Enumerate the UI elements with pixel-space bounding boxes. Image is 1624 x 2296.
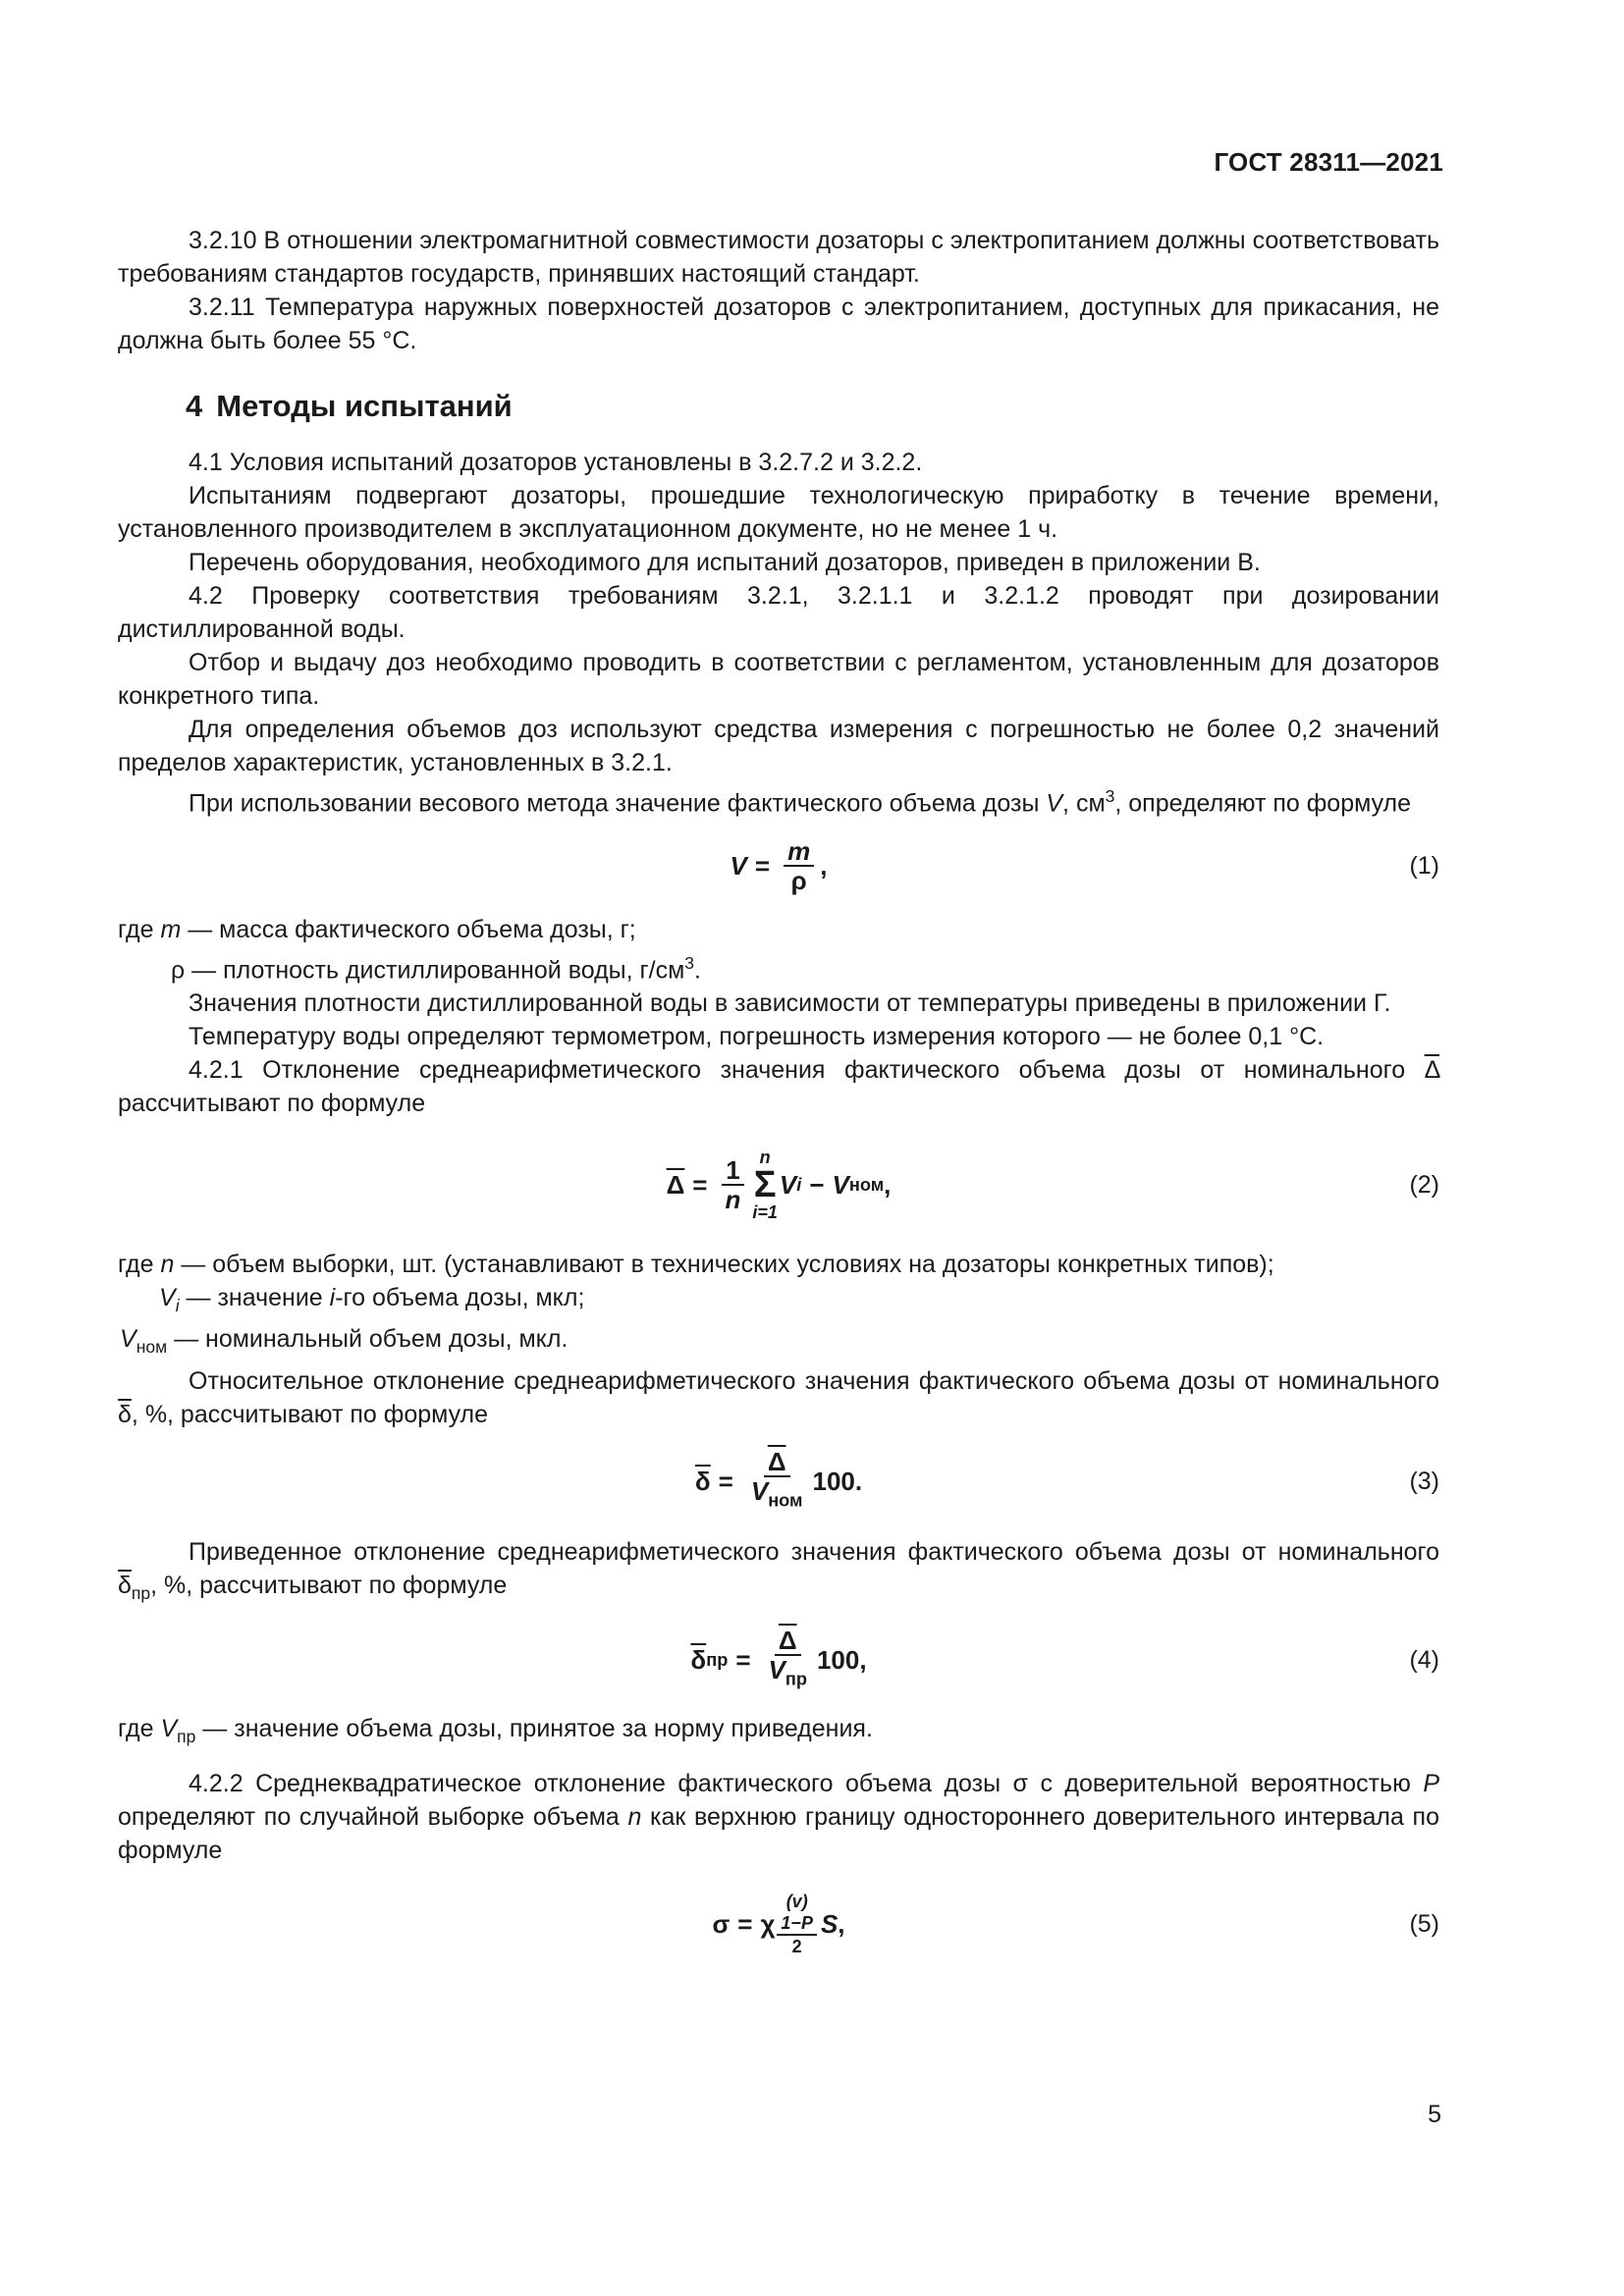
where-block-2 [118,1248,1439,1363]
text-run: определяют по случайной выборке объема [118,1802,628,1831]
text-run: Приведенное отклонение среднеарифметического значения фактического объема дозы от номинального [189,1537,1439,1566]
text-run: , определяют по формуле [1114,789,1412,818]
subscript: ном [135,1337,168,1358]
text-run: где [118,915,161,943]
formula-5-number: (5) [1409,1909,1439,1938]
symbol-v: V [159,1284,176,1312]
formula-3-factor: 100. [812,1466,863,1496]
text-run: — номинальный объем дозы, мкл. [167,1325,568,1354]
subscript: пр [177,1726,196,1746]
formula-1-numerator: m [784,837,814,867]
formula-2-lhs: $\overline{\Delta}$ [666,1170,685,1201]
text-run: как верхнюю границу одностороннего доверительного интервала по формуле [118,1802,1439,1864]
symbol-n: n [627,1802,642,1831]
formula-3-fraction [747,1448,807,1514]
formula-1 [118,830,1439,901]
formula-4-equals: = [735,1644,751,1675]
formula-2 [118,1134,1439,1236]
formula-4-number: (4) [1409,1645,1439,1674]
subscript: i [175,1296,180,1316]
formula-3-lhs: $\overline{\delta}$ [694,1466,711,1496]
symbol-p: P [1423,1769,1439,1797]
formula-5-lhs: σ [712,1908,731,1939]
formula-3-denominator [747,1477,807,1514]
formula-3-expression [118,1441,1439,1522]
symbol-i: i [329,1284,336,1312]
where-line-vpr [118,1712,1439,1753]
formula-3-number: (3) [1409,1467,1439,1495]
formula-4-expression [118,1620,1439,1700]
formula-5-tail: , [838,1908,845,1939]
paragraph-4-2-d [118,779,1439,821]
text-run: , см [1062,789,1106,818]
text-run: — объем выборки, шт. (устанавливают в технических условиях на дозаторы конкретных типов); [174,1251,1274,1279]
formula-2-fraction [721,1156,744,1213]
formula-3-numerator: $\overline{\Delta}$ [764,1448,790,1477]
superscript: 3 [684,952,695,973]
content-body [118,224,1439,1983]
text-run: 4.2.2 Среднеквадратическое отклонение фактического объема дозы σ с доверительной вероятностью [189,1769,1424,1797]
paragraph-3-2-11: 3.2.11 Температура наружных поверхностей дозаторов с электропитанием, доступных для прикасания, не должна быть более 55 °C. [118,294,1439,354]
text-run: -го объема дозы, мкл; [335,1284,585,1312]
section-heading [186,387,1439,426]
formula-4-denominator [765,1656,811,1692]
formula-5-chi-block [760,1891,817,1957]
text-run: рассчитывают по формуле [118,1090,426,1118]
symbol-m: m [160,915,182,943]
symbol-delta-small-bar: $\overline{\delta}$ [118,1571,132,1599]
paragraph-4-2-1 [118,1053,1439,1120]
formula-2-term-sub: i [796,1175,802,1196]
paragraph-density: Значения плотности дистиллированной воды в зависимости от температуры приведены в приложении Г. [189,989,1391,1018]
text-run: — масса фактического объема дозы, г; [181,915,636,943]
formula-4-factor: 100, [816,1644,867,1675]
formula-4-lhs-sub: пр [706,1649,729,1670]
formula-5-chi-den: 2 [791,1936,802,1956]
text-run: , %, рассчитывают по формуле [150,1571,508,1599]
formula-4-den-v: V [768,1654,785,1684]
formula-5-equals: = [737,1908,753,1939]
paragraph-3-2-10: 3.2.10 В отношении электромагнитной совместимости дозаторы с электропитанием должны соответствовать требованиям стандартов государств, принявших настоящий стандарт. [118,227,1439,288]
formula-3-den-v: V [750,1475,769,1506]
formula-4-numerator: $\overline{\Delta}$ [775,1627,801,1656]
formula-3-den-sub: ном [768,1490,803,1511]
formula-1-lhs: V [730,850,747,881]
text-run: Относительное отклонение среднеарифметического значения фактического объема дозы от номинального [189,1366,1439,1395]
formula-5-chi-fraction [777,1912,817,1957]
symbol-delta-small-bar: $\overline{\delta}$ [118,1400,132,1428]
text-run: , %, рассчитывают по формуле [131,1400,489,1428]
formula-2-vnom-sub: ном [848,1175,885,1196]
paragraph-4-2-b: Отбор и выдачу доз необходимо проводить в соответствии с регламентом, установленным для дозаторов конкретного типа. [118,649,1439,710]
where-block-1 [118,913,1439,988]
paragraph-4-2-c: Для определения объемов доз используют средства измерения с погрешностью не более 0,2 значений пределов характеристик, установленных в 3.2.1. [118,716,1439,776]
text-run: — значение [179,1284,330,1312]
symbol-delta-bar: $\overline{\Delta}$ [1424,1056,1439,1085]
formula-1-fraction [784,837,814,894]
formula-2-equals: = [692,1170,708,1201]
where-line-vi [118,1281,1439,1322]
formula-1-tail: , [820,850,828,881]
section-number: 4 [186,389,203,423]
subscript: пр [131,1582,151,1603]
formula-2-numerator: 1 [722,1156,743,1186]
formula-4-den-sub: пр [785,1669,807,1689]
text-run: где [118,1251,161,1279]
paragraph-reduced [118,1535,1439,1610]
superscript: 3 [1105,786,1115,806]
formula-4 [118,1620,1439,1700]
formula-2-expression [118,1134,1439,1236]
formula-5-chi-sub: 1−P [777,1912,817,1936]
formula-1-number: (1) [1409,851,1439,880]
formula-5-expression [118,1877,1439,1971]
section-title: Методы испытаний [216,389,513,423]
formula-3 [118,1441,1439,1522]
text-run: 4.2.1 Отклонение среднеарифметического значения фактического объема дозы от номинального [189,1056,1425,1085]
formula-2-denominator: n [725,1185,741,1215]
paragraph-4-2-2 [118,1767,1439,1867]
symbol-v: V [120,1325,136,1354]
formula-2-vnom: V [832,1170,849,1201]
page-number: 5 [1428,2101,1441,2128]
standard-header: ГОСТ 28311—2021 [1214,147,1443,177]
formula-3-equals: = [718,1466,733,1496]
text-run: . [694,956,701,985]
paragraph-relative [118,1364,1439,1431]
text-run: — плотность дистиллированной воды, г/см [185,956,685,985]
formula-1-expression [118,830,1439,901]
formula-5 [118,1877,1439,1971]
symbol-rho: ρ [171,956,186,985]
paragraph-4-1-b: Испытаниям подвергают дозаторы, прошедшие технологическую приработку в течение времени, установленного производителем в эксплуатационном документе, но не менее 1 ч. [118,482,1439,543]
formula-5-chi-scripts [777,1891,817,1957]
formula-2-sum-top: n [759,1148,771,1168]
text-run: — значение объема дозы, принятое за норму приведения. [195,1714,873,1742]
formula-2-term: V [779,1170,797,1201]
formula-2-number: (2) [1409,1171,1439,1200]
symbol-v: V [160,1714,178,1742]
formula-2-tail: , [884,1170,892,1201]
paragraph-temperature: Температуру воды определяют термометром, погрешность измерения которого — не более 0,1 °C. [189,1023,1325,1051]
formula-1-equals: = [754,850,771,881]
where-line-rho [118,946,1439,988]
text-run: где [118,1714,161,1742]
symbol-v: V [1046,789,1063,818]
formula-5-chi-sup: (v) [785,1891,808,1911]
formula-5-s: S [820,1908,839,1939]
paragraph-4-1: 4.1 Условия испытаний дозаторов установлены в 3.2.7.2 и 3.2.2. [189,449,923,476]
formula-2-minus: − [809,1170,825,1201]
formula-4-fraction [765,1627,811,1692]
symbol-n: n [160,1251,175,1279]
formula-2-sum-bottom: i=1 [752,1202,778,1223]
where-line-vnom [118,1322,1439,1363]
formula-4-lhs: $\overline{\delta}$ [690,1644,707,1675]
text-run: При использовании весового метода значение фактического объема дозы [189,789,1047,818]
where-line-n [118,1248,1439,1281]
formula-2-sum-symbol: Σ [753,1164,777,1206]
where-line-m [118,913,1439,946]
formula-2-sum [752,1147,778,1223]
formula-5-chi: χ [760,1908,776,1939]
paragraph-4-1-c: Перечень оборудования, необходимого для испытаний дозаторов, приведен в приложении В. [189,549,1261,576]
paragraph-4-2: 4.2 Проверку соответствия требованиям 3.2.1, 3.2.1.1 и 3.2.1.2 проводят при дозировании дистиллированной воды. [118,582,1439,643]
formula-1-denominator: ρ [790,865,807,895]
